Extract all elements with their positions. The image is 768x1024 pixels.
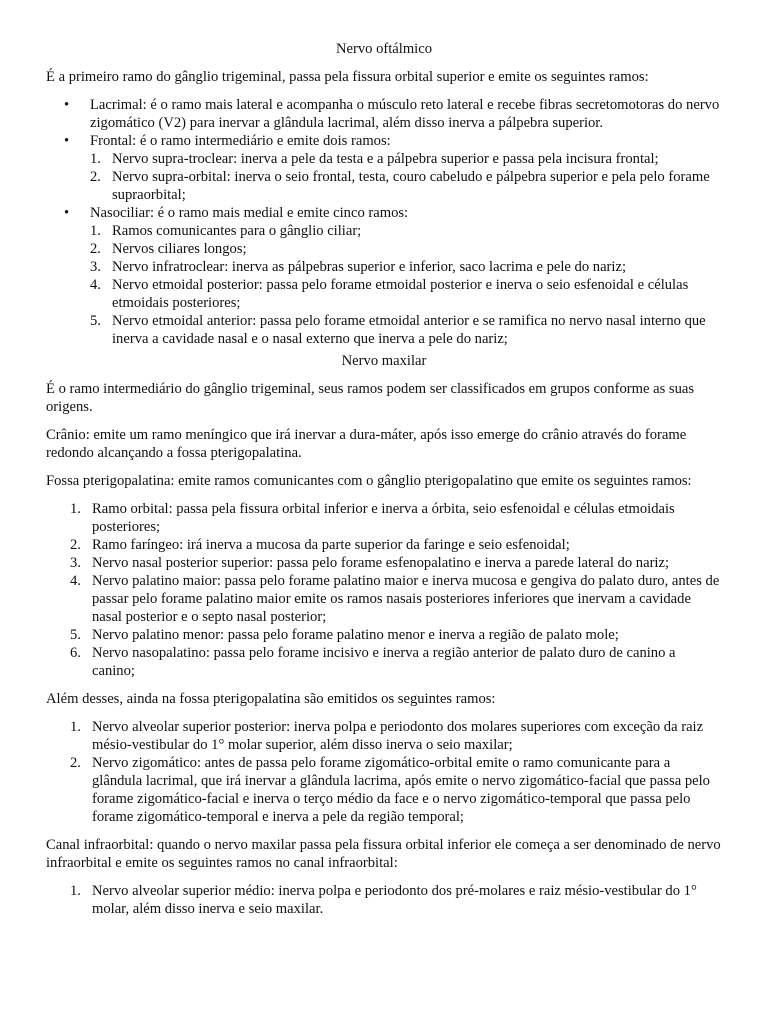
list-item: 1. Nervo alveolar superior posterior: inerva polpa e periodonto dos molares superiores com exceção da raiz mésio-vestibular do 1° molar superior, além disso inerva o seio maxilar; (70, 719, 704, 753)
intro-maxilar: É o ramo intermediário do gânglio trigeminal, seus ramos podem ser classificados em grupos conforme as suas origens. (46, 381, 695, 415)
list-item: 1. Nervo alveolar superior médio: inerva polpa e periodonto dos pré-molares e raiz mésio-vestibular do 1° molar, além disso inerva e seio maxilar. (70, 883, 697, 917)
intro-oftalmico: É a primeiro ramo do gânglio trigeminal, passa pela fissura orbital superior e emite os seguintes ramos: (46, 69, 649, 85)
oftalmico-branches (46, 96, 722, 348)
fossa-paragraph: Fossa pterigopalatina: emite ramos comunicantes com o gânglio pterigopalatino que emite os seguintes ramos: (46, 473, 692, 489)
list-item: 2. Nervo supra-orbital: inerva o seio frontal, testa, couro cabeludo e pálpebra superior e pela pelo forame supraorbital; (90, 169, 710, 203)
list-item: 2. Nervo zigomático: antes de passa pelo forame zigomático-orbital emite o ramo comunicante para a glândula lacrimal, que irá inervar a glândula lacrima, após emite o nervo zigomático-facial que passa pelo forame zigomático-facial e inerva o terço médio da face e o nervo zigomático-temporal que passa pelo forame zigomático-temporal e inerva a pele da região temporal; (70, 755, 710, 825)
list-item: 6. Nervo nasopalatino: passa pelo forame incisivo e inerva a região anterior de palato duro de canino a canino; (70, 645, 676, 679)
frontal-text: Frontal: é o ramo intermediário e emite dois ramos: (90, 133, 391, 149)
alem-paragraph: Além desses, ainda na fossa pterigopalatina são emitidos os seguintes ramos: (46, 691, 496, 707)
list-item: 4. Nervo etmoidal posterior: passa pelo forame etmoidal posterior e inerva o seio esfenoidal e células etmoidais posteriores; (90, 277, 689, 311)
section-title-oftalmico: Nervo oftálmico (335, 41, 433, 57)
canal-paragraph: Canal infraorbital: quando o nervo maxilar passa pela fissura orbital inferior ele começa a ser denominado de nervo infraorbital e emite os seguintes ramos no canal infraorbital: (46, 837, 721, 871)
list-item: 5. Nervo etmoidal anterior: passa pelo forame etmoidal anterior e se ramifica no nervo nasal interno que inerva a cavidade nasal e o nasal externo que inerva a pele do nariz; (90, 313, 706, 347)
list-item: 1. Ramos comunicantes para o gânglio ciliar; (90, 223, 362, 239)
section-title-maxilar: Nervo maxilar (341, 353, 427, 369)
cranio-paragraph: Crânio: emite um ramo meníngico que irá inervar a dura-máter, após isso emerge do crânio através do forame redondo alcançando a fossa pterigopalatina. (46, 427, 687, 461)
list-item: 2. Ramo faríngeo: irá inerva a mucosa da parte superior da faringe e seio esfenoidal; (70, 537, 570, 553)
bullet-nasociliar (90, 204, 722, 348)
list-item: 3. Nervo infratroclear: inerva as pálpebras superior e inferior, saco lacrima e pele do nariz; (90, 259, 627, 275)
list-item: 1. Nervo supra-troclear: inerva a pele da testa e a pálpebra superior e passa pela incisura frontal; (90, 151, 659, 167)
bullet-frontal (90, 132, 722, 204)
bullet-lacrimal (90, 96, 722, 132)
fossa-list (70, 500, 722, 680)
alem-list (70, 718, 722, 826)
list-item: 1. Ramo orbital: passa pela fissura orbital inferior e inerva a órbita, seio esfenoidal e células etmoidais posteriores; (70, 501, 675, 535)
frontal-sublist (90, 150, 722, 204)
nasociliar-sublist (90, 222, 722, 348)
list-item: 3. Nervo nasal posterior superior: passa pelo forame esfenopalatino e inerva a parede lateral do nariz; (70, 555, 670, 571)
lacrimal-text: Lacrimal: é o ramo mais lateral e acompanha o músculo reto lateral e recebe fibras secretomotoras do nervo zigomático (V2) para inervar a glândula lacrimal, além disso inerva a pálpebra superior. (90, 97, 720, 131)
list-item: 4. Nervo palatino maior: passa pelo forame palatino maior e inerva mucosa e gengiva do palato duro, antes de passar pelo forame palatino maior emite os ramos nasais posteriores inferiores que inervam a cavidade nasal posterior e o septo nasal posterior; (70, 573, 720, 625)
list-item: 2. Nervos ciliares longos; (90, 241, 247, 257)
nasociliar-text: Nasociliar: é o ramo mais medial e emite cinco ramos: (90, 205, 409, 221)
list-item: 5. Nervo palatino menor: passa pelo forame palatino menor e inerva a região de palato mole; (70, 627, 619, 643)
canal-list (70, 882, 722, 918)
